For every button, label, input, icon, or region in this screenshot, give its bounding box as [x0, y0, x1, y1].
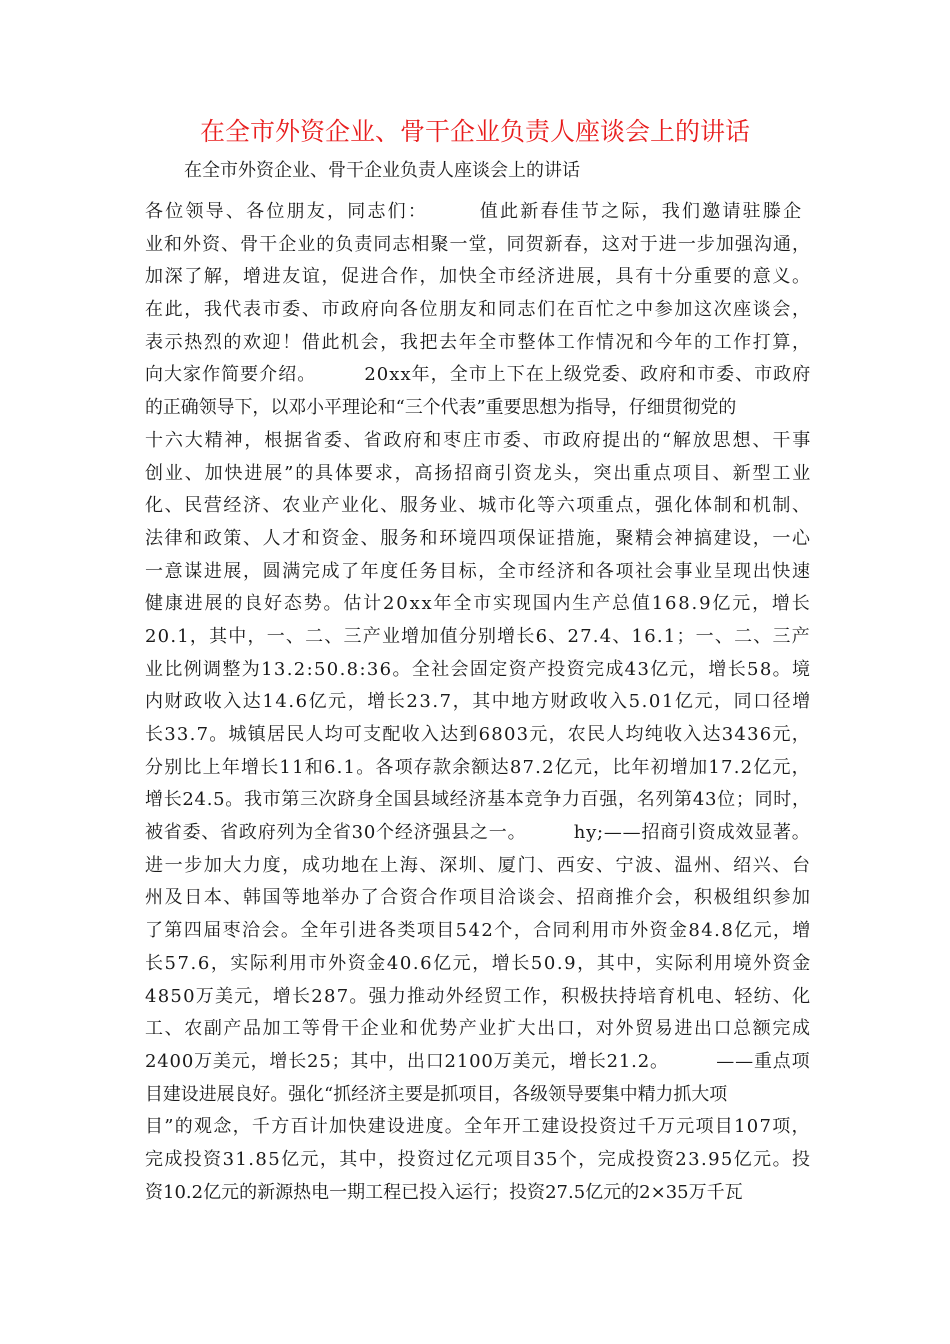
document-subtitle: 在全市外资企业、骨干企业负责人座谈会上的讲话: [184, 160, 580, 181]
body-line: 被省委、省政府列为全省30个经济强县之一。 hy;——招商引资成效显著。: [145, 822, 811, 844]
body-line: 化、民营经济、农业产业化、服务业、城市化等六项重点，强化体制和机制、: [145, 495, 812, 517]
body-line: 长33.7。城镇居民人均可支配收入达到6803元，农民人均纯收入达3436元，: [145, 724, 811, 745]
body-line: 健康进展的良好态势。估计20xx年全市实现国内生产总值168.9亿元，增长: [145, 593, 812, 615]
body-line: 目建设进展良好。强化“抓经济主要是抓项目，各级领导要集中精力抓大项: [145, 1083, 728, 1105]
body-line: 增长24.5。我市第三次跻身全国县域经济基本竞争力百强，名列第43位；同时，: [145, 789, 811, 811]
body-line: 业和外资、骨干企业的负责同志相聚一堂，同贺新春，这对于进一步加强沟通，: [145, 233, 812, 255]
body-line: 各位领导、各位朋友，同志们： 值此新春佳节之际，我们邀请驻滕企: [145, 201, 804, 222]
body-line: 2400万美元，增长25；其中，出口2100万美元，增长21.2。 ——重点项: [145, 1050, 811, 1072]
body-line: 4850万美元，增长287。强力推动外经贸工作，积极扶持培育机电、轻纺、化: [145, 985, 812, 1007]
body-line: 进一步加大力度，成功地在上海、深圳、厦门、西安、宁波、温州、绍兴、台: [145, 854, 812, 876]
body-line: 目”的观念，千方百计加快建设进度。全年开工建设投资过千万元项目107项，: [145, 1116, 811, 1138]
body-line: 了第四届枣洽会。全年引进各类项目542个，合同利用市外资金84.8亿元，增: [145, 920, 812, 942]
body-line: 资10.2亿元的新源热电一期工程已投入运行；投资27.5亿元的2×35万千瓦: [145, 1181, 743, 1203]
body-line: 20.1，其中，一、二、三产业增加值分别增长6、27.4、16.1；一、二、三产: [145, 625, 811, 647]
body-line: 一意谋进展，圆满完成了年度任务目标，全市经济和各项社会事业呈现出快速: [145, 560, 812, 582]
body-text: [145, 196, 813, 1209]
body-line: 内财政收入达14.6亿元，增长23.7，其中地方财政收入5.01亿元，同口径增: [145, 691, 812, 713]
body-line: 十六大精神，根据省委、省政府和枣庄市委、市政府提出的“解放思想、干事: [145, 429, 813, 451]
body-line: 向大家作简要介绍。 20xx年，全市上下在上级党委、政府和市委、市政府: [145, 364, 812, 386]
body-line: 完成投资31.85亿元，其中，投资过亿元项目35个，完成投资23.95亿元。投: [145, 1148, 812, 1170]
body-line: 的正确领导下，以邓小平理论和“三个代表”重要思想为指导，仔细贯彻党的: [145, 397, 737, 419]
body-line: 加深了解，增进友谊，促进合作，加快全市经济进展，具有十分重要的意义。: [145, 266, 812, 288]
body-line: 分别比上年增长11和6.1。各项存款余额达87.2亿元，比年初增加17.2亿元，: [145, 756, 811, 778]
body-line: 州及日本、韩国等地举办了合资合作项目洽谈会、招商推介会，积极组织参加: [145, 887, 812, 909]
body-line: 工、农副产品加工等骨干企业和优势产业扩大出口，对外贸易进出口总额完成: [145, 1018, 812, 1040]
body-line: 业比例调整为13.2:50.8:36。全社会固定资产投资完成43亿元，增长58。境: [145, 658, 812, 680]
body-line: 表示热烈的欢迎！借此机会，我把去年全市整体工作情况和今年的工作打算，: [145, 331, 812, 353]
body-line: 法律和政策、人才和资金、服务和环境四项保证措施，聚精会神搞建设，一心: [145, 527, 812, 549]
body-line: 长57.6，实际利用市外资金40.6亿元，增长50.9，其中，实际利用境外资金: [145, 952, 812, 974]
body-line: 创业、加快进展”的具体要求，高扬招商引资龙头，突出重点项目、新型工业: [145, 462, 813, 484]
body-line: 在此，我代表市委、市政府向各位朋友和同志们在百忙之中参加这次座谈会，: [145, 299, 812, 321]
document-title: 在全市外资企业、骨干企业负责人座谈会上的讲话: [199, 117, 750, 146]
